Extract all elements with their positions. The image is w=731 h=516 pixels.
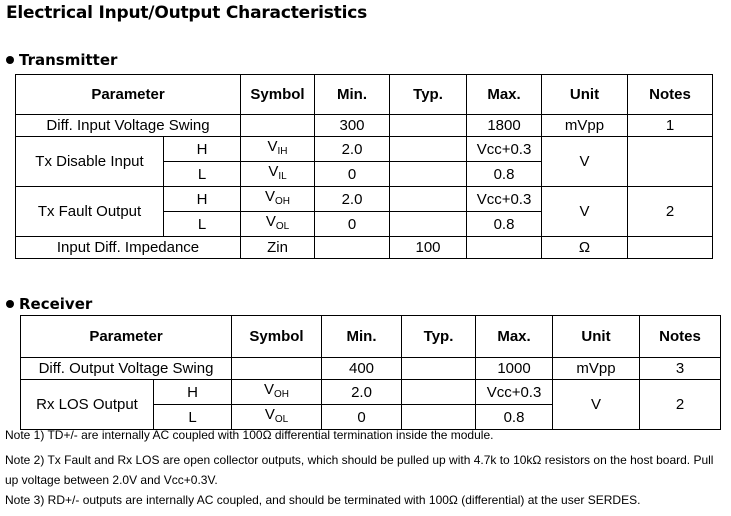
param-cell: Tx Fault Output [16,187,164,237]
transmitter-heading-label: Transmitter [19,51,118,69]
min-cell: 0 [322,405,402,430]
level-cell: H [164,137,241,162]
symbol-cell: $V_{OH}$ [241,187,315,212]
unit-cell: mVpp [553,358,640,380]
typ-cell [390,162,467,187]
table-row [16,137,713,162]
level-cell: H [164,187,241,212]
unit-cell: V [542,187,628,237]
header-parameter: Parameter [16,75,241,115]
note-1: Note 1) TD+/- are internally AC coupled with 100Ω differential termination inside the module. [5,428,494,442]
symbol-cell: $V_{OH}$ [232,380,322,405]
max-cell: 0.8 [467,162,542,187]
min-cell: 2.0 [322,380,402,405]
notes-cell [628,137,713,187]
unit-cell: Ω [542,237,628,259]
min-cell: 0 [315,162,390,187]
page-title: Electrical Input/Output Characteristics [6,3,368,23]
max-cell: 1800 [467,115,542,137]
max-cell [467,237,542,259]
header-symbol: Symbol [232,316,322,358]
notes-cell: 2 [628,187,713,237]
receiver-table [20,315,721,430]
unit-cell: V [542,137,628,187]
min-cell: 2.0 [315,137,390,162]
note-3: Note 3) RD+/- outputs are internally AC coupled, and should be terminated with 100Ω (differential) at the user SERDES. [5,493,641,507]
param-cell: Input Diff. Impedance [16,237,241,259]
note-2: Note 2) Tx Fault and Rx LOS are open collector outputs, which should be pulled up with 4.7k to 10kΩ resistors on the host board. Pull up voltage between 2.0V and Vcc+0.3V. [5,453,714,487]
symbol-cell: $V_{OL}$ [232,405,322,430]
min-cell: 2.0 [315,187,390,212]
typ-cell [402,380,476,405]
min-cell [315,237,390,259]
typ-cell [390,137,467,162]
notes-cell: 1 [628,115,713,137]
typ-cell [390,212,467,237]
header-symbol: Symbol [241,75,315,115]
header-max: Max. [476,316,553,358]
param-cell: Tx Disable Input [16,137,164,187]
param-cell: Rx LOS Output [21,380,154,430]
header-typ: Typ. [390,75,467,115]
header-unit: Unit [553,316,640,358]
transmitter-heading [6,51,117,69]
receiver-heading-label: Receiver [19,295,93,313]
bullet-icon [6,300,14,308]
table-row [16,115,713,137]
unit-cell: V [553,380,640,430]
header-notes: Notes [640,316,721,358]
header-notes: Notes [628,75,713,115]
symbol-cell: $V_{IH}$ [241,137,315,162]
level-cell: L [154,405,232,430]
max-cell: 0.8 [476,405,553,430]
receiver-heading [6,295,92,313]
table-header-row [21,316,721,358]
min-cell: 0 [315,212,390,237]
min-cell: 300 [315,115,390,137]
param-cell: Diff. Output Voltage Swing [21,358,232,380]
table-row [16,187,713,212]
typ-cell [402,358,476,380]
header-min: Min. [315,75,390,115]
symbol-cell: $V_{IL}$ [241,162,315,187]
param-cell: Diff. Input Voltage Swing [16,115,241,137]
notes-cell: 2 [640,380,721,430]
typ-cell: 100 [390,237,467,259]
max-cell: Vcc+0.3 [467,137,542,162]
header-typ: Typ. [402,316,476,358]
symbol-cell: Zin [241,237,315,259]
table-row [16,237,713,259]
notes-cell [628,237,713,259]
header-parameter: Parameter [21,316,232,358]
notes-cell: 3 [640,358,721,380]
max-cell: 0.8 [467,212,542,237]
level-cell: L [164,212,241,237]
max-cell: Vcc+0.3 [476,380,553,405]
max-cell: 1000 [476,358,553,380]
typ-cell [390,115,467,137]
table-row [21,358,721,380]
header-min: Min. [322,316,402,358]
symbol-cell [232,358,322,380]
symbol-cell [241,115,315,137]
unit-cell: mVpp [542,115,628,137]
level-cell: L [164,162,241,187]
min-cell: 400 [322,358,402,380]
typ-cell [390,187,467,212]
table-header-row [16,75,713,115]
bullet-icon [6,56,14,64]
table-row [21,380,721,405]
symbol-cell: $V_{OL}$ [241,212,315,237]
header-unit: Unit [542,75,628,115]
header-max: Max. [467,75,542,115]
max-cell: Vcc+0.3 [467,187,542,212]
typ-cell [402,405,476,430]
level-cell: H [154,380,232,405]
transmitter-table [15,74,713,259]
